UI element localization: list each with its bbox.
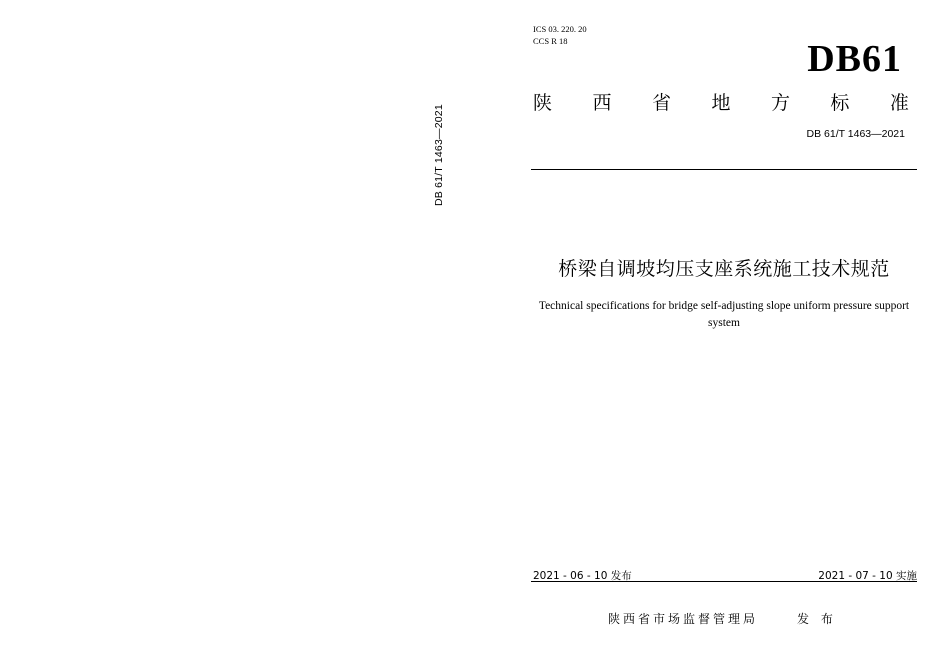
standard-type-char: 方 <box>770 92 790 114</box>
title-english <box>531 298 917 332</box>
ics-code: ICS 03. 220. 20 <box>533 24 587 34</box>
classification-codes <box>533 23 587 47</box>
standard-type-char: 省 <box>651 92 671 114</box>
title-chinese: 桥梁自调坡均压支座系统施工技术规范 <box>558 258 890 280</box>
title-english-line: system <box>708 317 740 329</box>
issue-date: 2021 - 06 - 10 发布 <box>533 570 632 582</box>
standard-type-char: 地 <box>711 92 731 114</box>
issuing-authority: 陕西省市场监督管理局 <box>608 612 759 626</box>
standard-type-char: 西 <box>592 92 612 114</box>
spine-standard-code: DB 61/T 1463—2021 <box>433 104 445 206</box>
publish-label: 发 布 <box>797 612 837 626</box>
top-divider <box>531 169 917 170</box>
standard-number: DB 61/T 1463—2021 <box>806 128 905 140</box>
title-english-line: Technical specifications for bridge self-adjusting slope uniform pressure support <box>538 300 910 312</box>
bottom-divider <box>531 581 917 582</box>
standard-type-char: 陕 <box>533 92 553 114</box>
standard-code-logo: DB61 <box>807 38 902 80</box>
standard-type-char: 标 <box>830 92 850 114</box>
implement-date: 2021 - 07 - 10 实施 <box>818 570 917 582</box>
standard-type <box>533 90 909 116</box>
standard-type-char: 准 <box>889 92 909 114</box>
ccs-code: CCS R 18 <box>533 36 568 46</box>
